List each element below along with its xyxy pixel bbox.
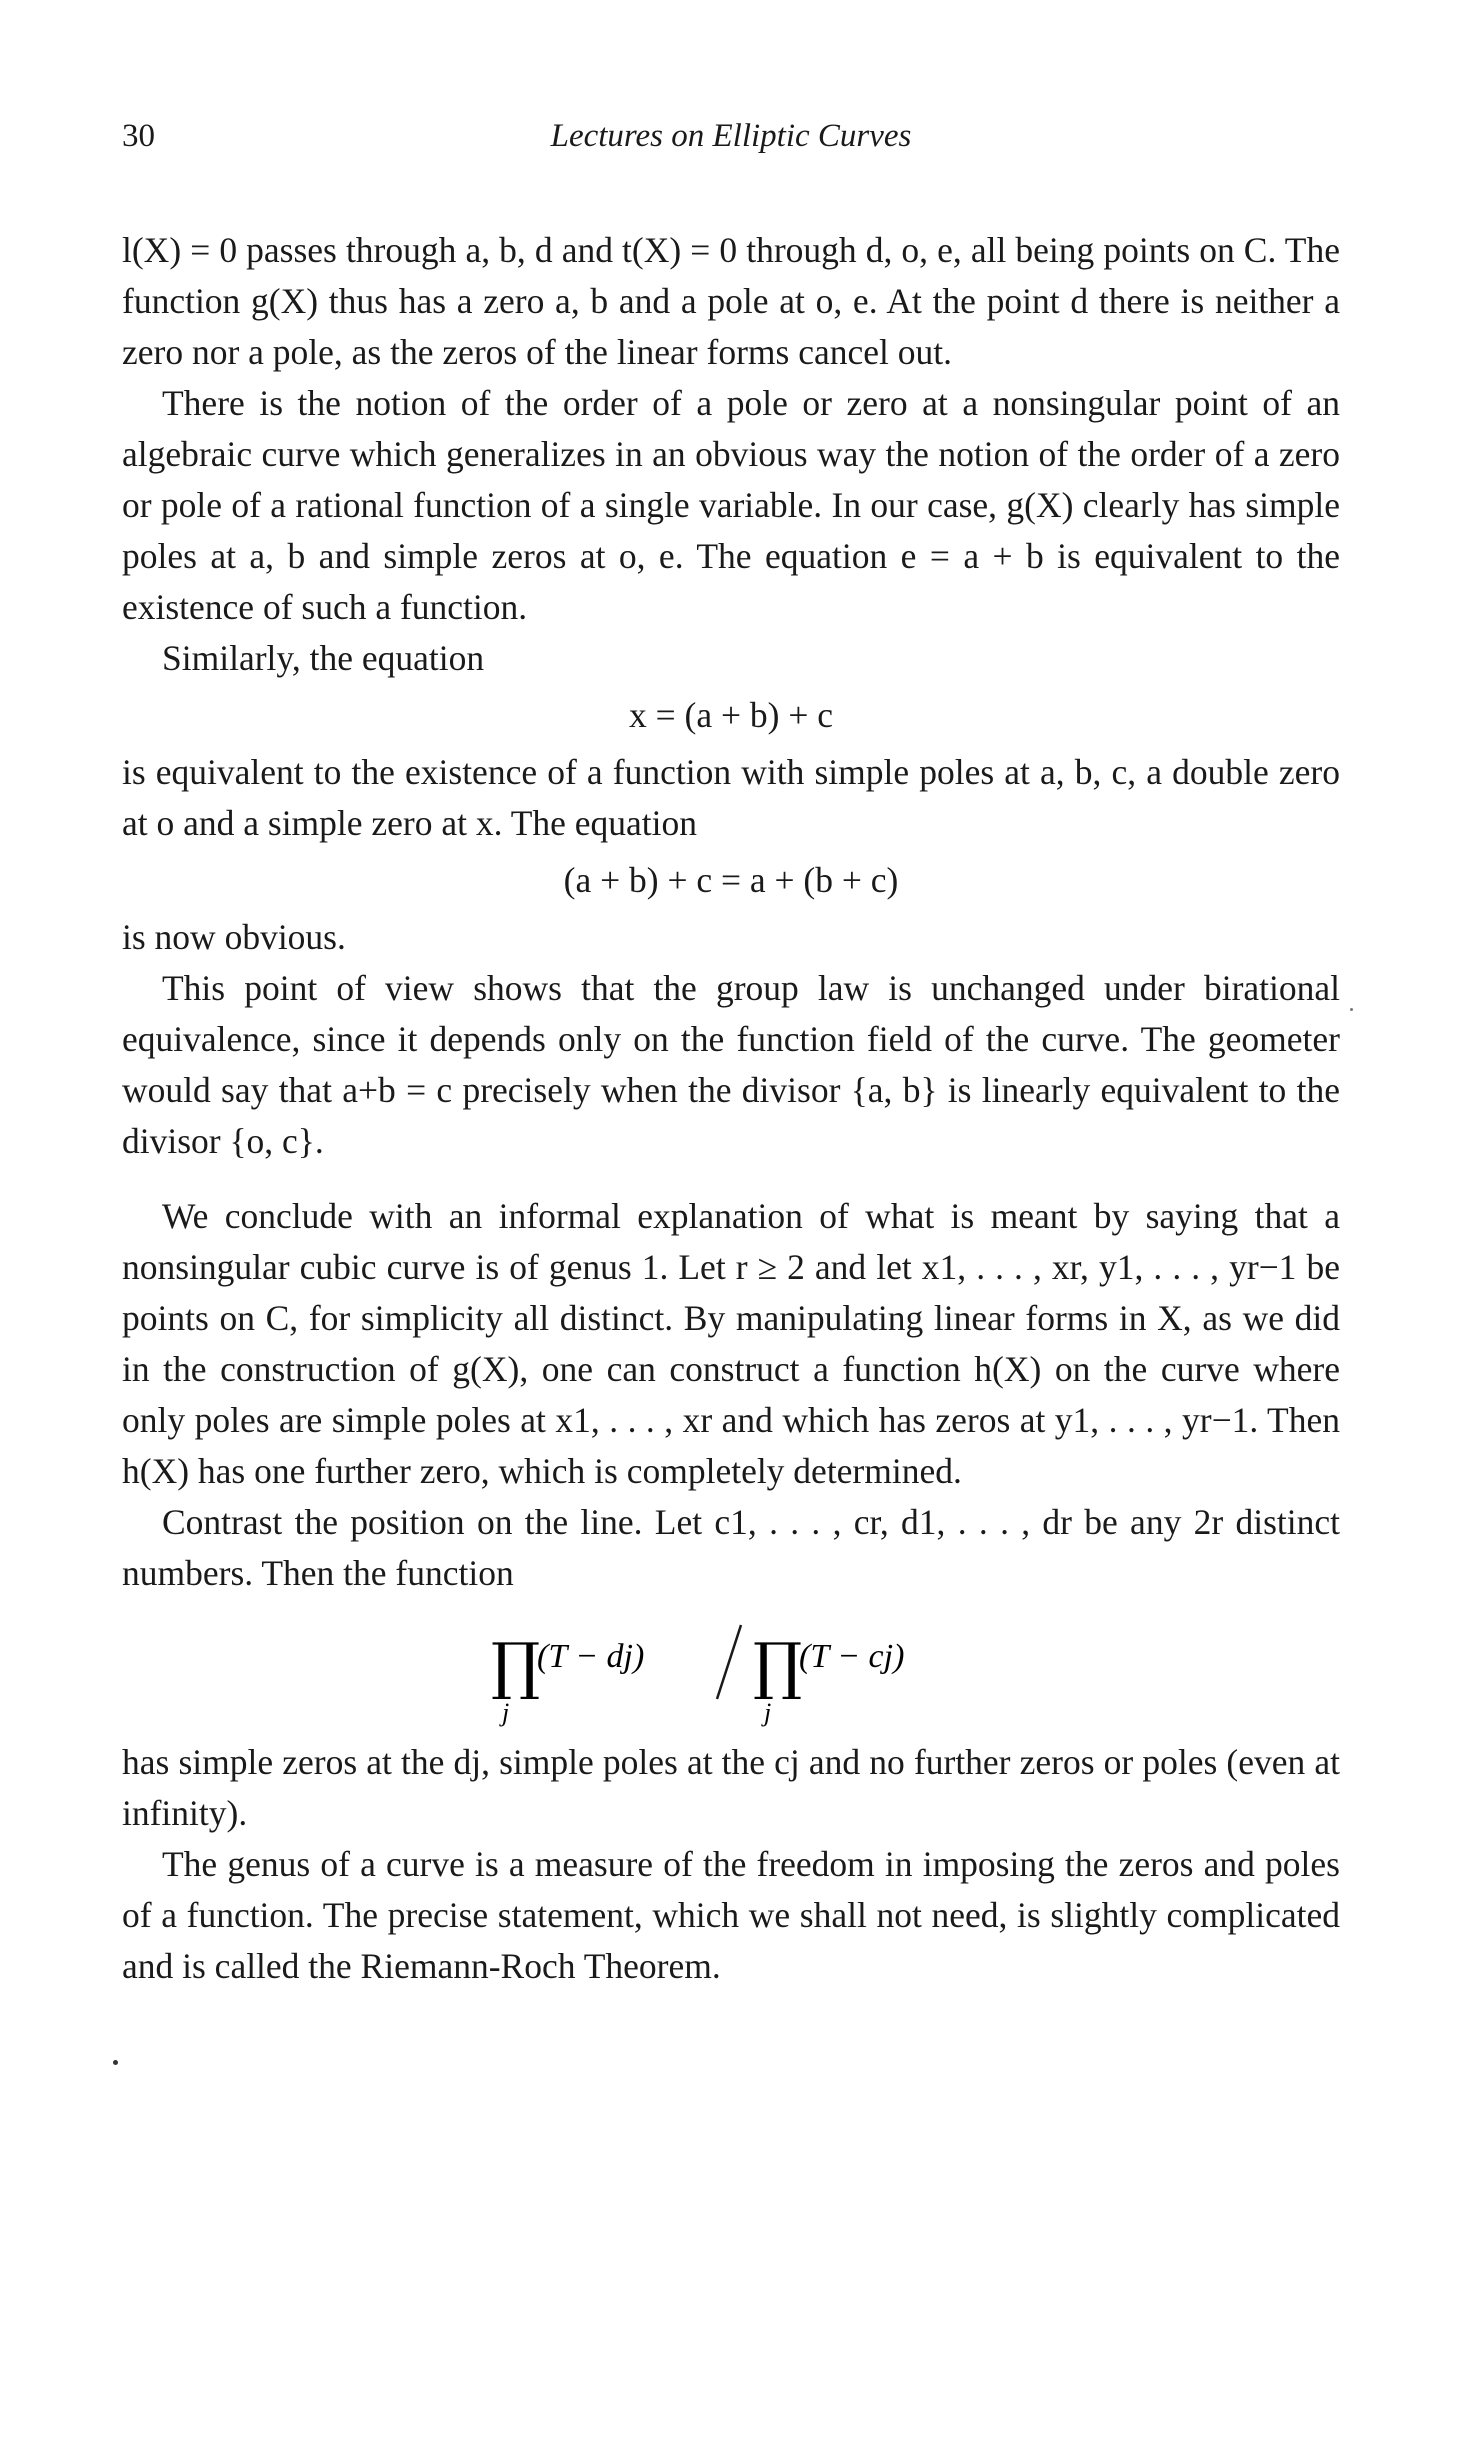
paragraph-5: is now obvious. bbox=[122, 917, 346, 957]
paragraph-3: Similarly, the equation bbox=[162, 638, 485, 678]
margin-speck bbox=[113, 2060, 118, 2065]
paragraph-8: Contrast the position on the line. Let c1, . . . , cr, d1, . . . , dr be any 2r distinct numbers. Then the function bbox=[122, 1502, 1340, 1593]
product-factor-left: (T − dj) bbox=[537, 1638, 645, 1675]
paragraph-9: has simple zeros at the dj, simple poles at the cj and no further zeros or poles (even at infinity). bbox=[122, 1742, 1340, 1833]
product-symbol-right: ∏ bbox=[753, 1629, 803, 1702]
paragraph-1: l(X) = 0 passes through a, b, d and t(X) = 0 through d, o, e, all being points on C. The function g(X) thus has a zero a, b and a pole at o, e. At the point d there is neither a zero nor a pole, as the zeros of the linear forms cancel out. bbox=[122, 230, 1340, 372]
paragraph-4: is equivalent to the existence of a function with simple poles at a, b, c, a double zero at o and a simple zero at x. The equation bbox=[122, 752, 1340, 843]
product-factor-right: (T − cj) bbox=[799, 1638, 905, 1675]
page-header bbox=[122, 118, 1340, 162]
paragraph-6: This point of view shows that the group law is unchanged under birational equivalence, since it depends only on the function field of the curve. The geometer would say that a+b = c precisely when the divisor {a, b} is linearly equivalent to the divisor {o, c}. bbox=[122, 968, 1340, 1161]
product-index-right: j bbox=[764, 1698, 772, 1727]
paragraph-10: The genus of a curve is a measure of the freedom in imposing the zeros and poles of a function. The precise statement, which we shall not need, is slightly complicated and is called the Riemann-Roch Theorem. bbox=[122, 1844, 1340, 1986]
paragraph-7: We conclude with an informal explanation of what is meant by saying that a nonsingular cubic curve is of genus 1. Let r ≥ 2 and let x1, . . . , xr, y1, . . . , yr−1 be points on C, for simplicity all distinct. By manipulating linear forms in X, as we did in the construction of g(X), one can construct a function h(X) on the curve where only poles are simple poles at x1, . . . , xr and which has zeros at y1, . . . , yr−1. Then h(X) has one further zero, which is completely determined. bbox=[122, 1196, 1340, 1491]
product-symbol-left: ∏ bbox=[491, 1629, 541, 1702]
fraction-slash bbox=[717, 1625, 741, 1699]
page-number: 30 bbox=[122, 118, 155, 154]
equation-1: x = (a + b) + c bbox=[629, 695, 833, 735]
paragraph-2: There is the notion of the order of a pole or zero at a nonsingular point of an algebraic curve which generalizes in an obvious way the notion of the order of a zero or pole of a rational function of a single variable. In our case, g(X) clearly has simple poles at a, b and simple zeros at o, e. The equation e = a + b is equivalent to the existence of such a function. bbox=[122, 383, 1340, 627]
equation-3 bbox=[122, 1617, 1340, 1729]
scan-speck bbox=[1350, 1008, 1353, 1011]
equation-2: (a + b) + c = a + (b + c) bbox=[563, 860, 899, 900]
product-index-left: j bbox=[502, 1698, 510, 1727]
product-quotient-formula bbox=[471, 1617, 991, 1729]
page-body bbox=[122, 225, 1340, 1992]
running-head: Lectures on Elliptic Curves bbox=[550, 118, 912, 154]
